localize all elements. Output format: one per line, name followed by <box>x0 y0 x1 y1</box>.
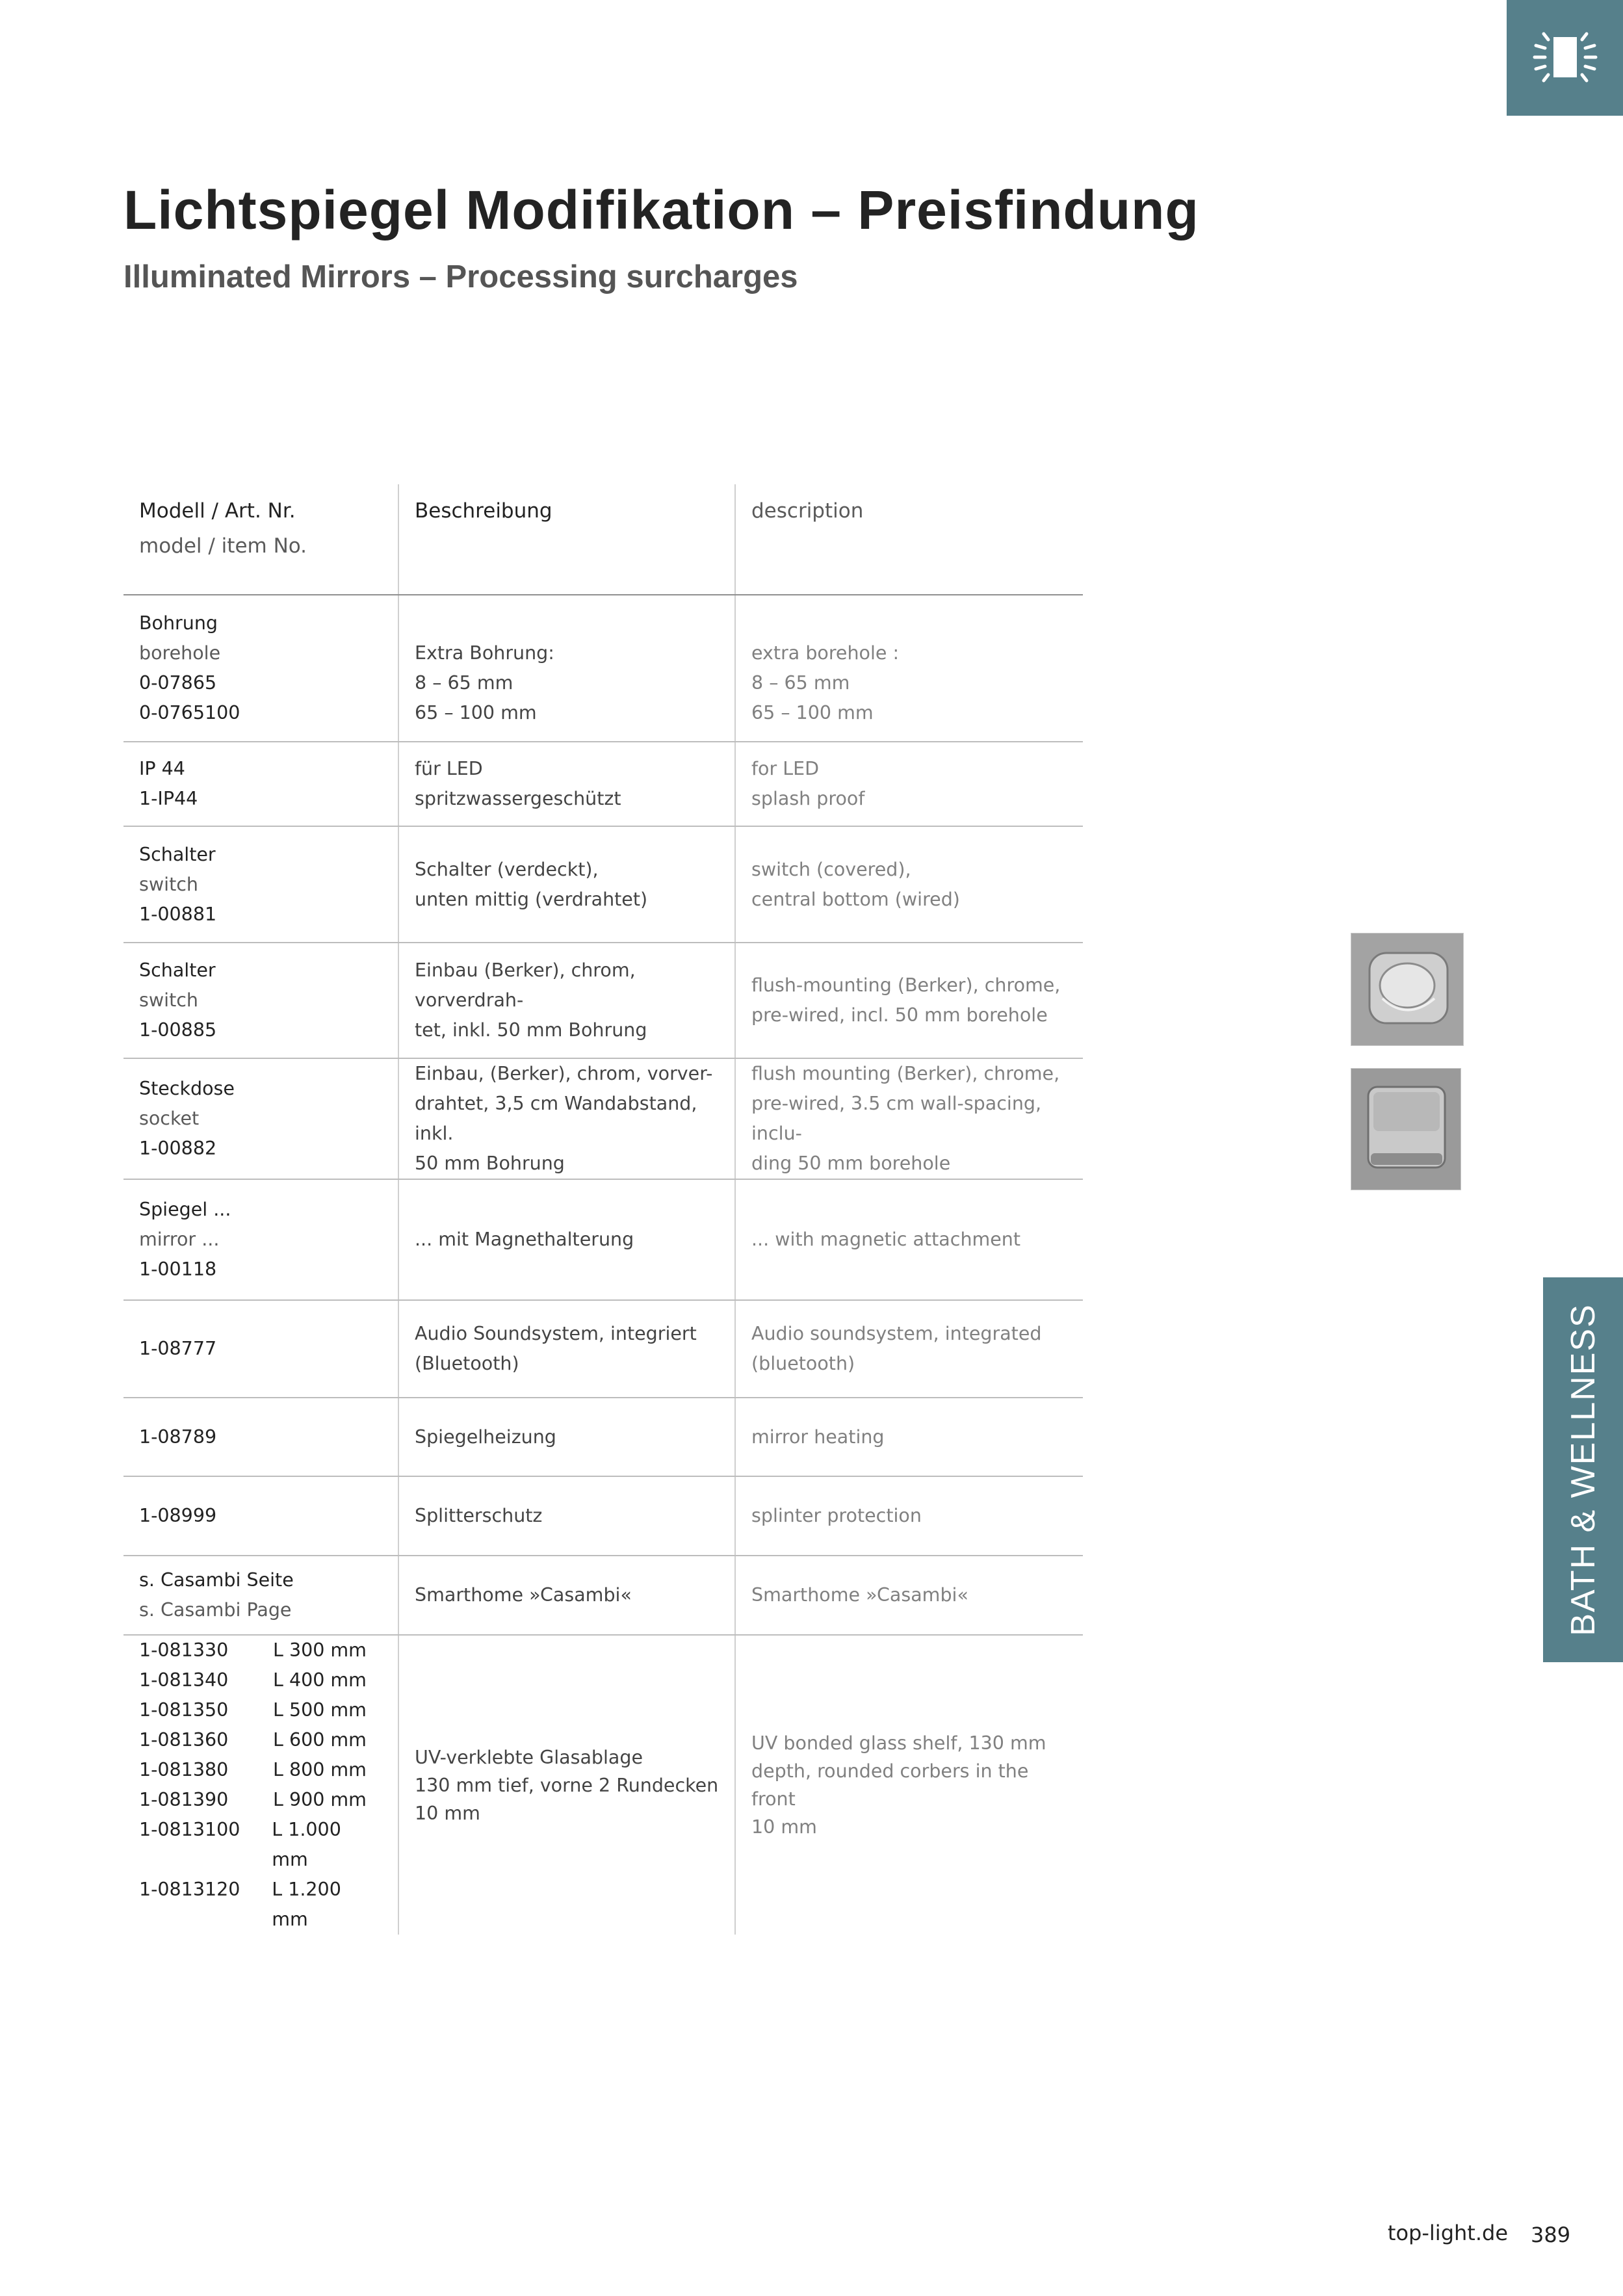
description-de-cell <box>398 1635 735 1935</box>
description-de-cell <box>398 1556 735 1635</box>
description-en-line: Smarthome »Casambi« <box>751 1584 968 1606</box>
socket-photo <box>1351 1068 1461 1190</box>
shelf-item <box>139 1815 382 1875</box>
description-de-line: Smarthome »Casambi« <box>415 1584 632 1606</box>
description-en-cell <box>735 1476 1083 1556</box>
description-de-line: Splitterschutz <box>415 1505 543 1526</box>
shelf-item <box>139 1725 382 1755</box>
model-line: 1-00881 <box>139 903 217 925</box>
description-de-line: spritzwassergeschützt <box>415 788 621 809</box>
model-cell <box>123 826 398 943</box>
table-row <box>123 1300 1083 1398</box>
description-en-cell <box>735 1556 1083 1635</box>
shelf-length: L 800 mm <box>273 1759 367 1781</box>
header-description-en: description <box>751 499 864 523</box>
model-line: switch <box>139 989 198 1011</box>
model-line: Schalter <box>139 843 216 865</box>
description-en-line: mirror heating <box>751 1426 885 1448</box>
description-en-line: pre-wired, 3.5 cm wall-spacing, inclu- <box>751 1093 1042 1144</box>
description-de-line: Einbau, (Berker), chrom, vorver- <box>415 1063 713 1084</box>
description-en-line: UV bonded glass shelf, 130 mm <box>751 1732 1046 1754</box>
model-line: Schalter <box>139 959 216 981</box>
description-de-cell <box>398 943 735 1058</box>
shelf-code: 1-0813100 <box>139 1819 240 1840</box>
description-de-line: Audio Soundsystem, integriert <box>415 1323 697 1344</box>
table-row <box>123 742 1083 826</box>
shelf-code: 1-081360 <box>139 1729 229 1751</box>
description-de-line: tet, inkl. 50 mm Bohrung <box>415 1019 647 1041</box>
page-footer <box>0 2221 1623 2253</box>
model-line: 1-00882 <box>139 1138 217 1159</box>
table-row <box>123 1476 1083 1556</box>
shelf-code: 1-081340 <box>139 1669 229 1691</box>
switch-photo <box>1351 933 1464 1046</box>
shelf-item <box>139 1636 382 1665</box>
header-model-en: model / item No. <box>139 534 307 558</box>
description-de-cell <box>398 1398 735 1476</box>
model-cell <box>123 595 398 742</box>
shelf-code: 1-081390 <box>139 1789 229 1810</box>
description-de-cell <box>398 595 735 742</box>
model-line: switch <box>139 873 198 895</box>
shelf-length: L 600 mm <box>273 1729 367 1751</box>
shelf-item <box>139 1755 382 1785</box>
table-row <box>123 826 1083 943</box>
model-cell <box>123 1398 398 1476</box>
model-line: borehole <box>139 642 221 664</box>
description-de-line: drahtet, 3,5 cm Wandabstand, inkl. <box>415 1093 697 1144</box>
description-en-line: switch (covered), <box>751 858 911 880</box>
table-row <box>123 1058 1083 1179</box>
shelf-code: 1-081330 <box>139 1639 229 1661</box>
model-line: 1-00118 <box>139 1259 217 1280</box>
description-de-line: Spiegelheizung <box>415 1426 556 1448</box>
description-de-line: ... mit Magnethalterung <box>415 1229 634 1250</box>
description-de-line: UV-verklebte Glasablage <box>415 1746 643 1768</box>
description-de-line: 8 – 65 mm <box>415 672 513 694</box>
shelf-length: L 900 mm <box>273 1789 367 1810</box>
description-en-cell <box>735 1179 1083 1300</box>
description-en-line: pre-wired, incl. 50 mm borehole <box>751 1004 1048 1026</box>
description-en-line: depth, rounded corbers in the front <box>751 1760 1029 1810</box>
model-line: IP 44 <box>139 758 185 779</box>
table-row <box>123 1179 1083 1300</box>
description-de-cell <box>398 1300 735 1398</box>
shelf-length: L 500 mm <box>273 1699 367 1721</box>
table-row <box>123 595 1083 742</box>
header-description-de: Beschreibung <box>415 499 552 523</box>
model-line: Spiegel ... <box>139 1199 231 1220</box>
model-cell <box>123 1300 398 1398</box>
model-cell <box>123 1556 398 1635</box>
description-de-cell <box>398 1058 735 1179</box>
description-en-cell <box>735 1300 1083 1398</box>
table-row <box>123 1556 1083 1635</box>
description-en-line: flush-mounting (Berker), chrome, <box>751 974 1061 996</box>
page-subtitle: Illuminated Mirrors – Processing surcharges <box>123 259 798 294</box>
header-model <box>123 484 398 595</box>
header-beschreibung <box>398 484 735 595</box>
description-en-line: for LED <box>751 758 820 779</box>
page-number: 389 <box>1531 2223 1571 2247</box>
description-de-cell <box>398 826 735 943</box>
section-side-tab <box>1543 1277 1623 1662</box>
description-en-line: Audio soundsystem, integrated <box>751 1323 1042 1344</box>
shelf-length: L 1.200 mm <box>272 1879 341 1930</box>
description-en-line: 65 – 100 mm <box>751 702 874 724</box>
description-en-cell <box>735 1398 1083 1476</box>
description-en-line: flush mounting (Berker), chrome, <box>751 1063 1060 1084</box>
model-line: 0-0765100 <box>139 702 240 724</box>
shelf-code: 1-081350 <box>139 1699 229 1721</box>
description-de-line: Schalter (verdeckt), <box>415 858 599 880</box>
description-en-cell <box>735 943 1083 1058</box>
illuminated-mirror-icon <box>1529 22 1601 94</box>
description-en-line: 8 – 65 mm <box>751 672 850 694</box>
model-line: Steckdose <box>139 1078 235 1099</box>
description-de-cell <box>398 1476 735 1556</box>
description-de-line: (Bluetooth) <box>415 1353 519 1374</box>
table-header-row <box>123 484 1083 595</box>
model-line: 0-07865 <box>139 672 217 694</box>
description-en-cell <box>735 1635 1083 1935</box>
description-de-line: unten mittig (verdrahtet) <box>415 888 648 910</box>
header-description <box>735 484 1083 595</box>
description-en-line: ... with magnetic attachment <box>751 1229 1021 1250</box>
corner-category-tab <box>1507 0 1623 116</box>
surcharge-table <box>123 484 1083 1935</box>
shelf-length: L 400 mm <box>273 1669 367 1691</box>
description-de-line: Einbau (Berker), chrom, vorverdrah- <box>415 959 636 1011</box>
model-cell <box>123 1476 398 1556</box>
description-de-line: 50 mm Bohrung <box>415 1153 565 1174</box>
model-line: s. Casambi Seite <box>139 1569 294 1591</box>
header-model-de: Modell / Art. Nr. <box>139 499 296 523</box>
model-cell <box>123 1635 398 1935</box>
description-en-line: ding 50 mm borehole <box>751 1153 951 1174</box>
description-de-cell <box>398 742 735 826</box>
model-cell <box>123 742 398 826</box>
description-de-line: für LED <box>415 758 483 779</box>
description-en-line: extra borehole : <box>751 642 900 664</box>
model-cell <box>123 1179 398 1300</box>
model-line: 1-08999 <box>139 1505 217 1526</box>
page-title: Lichtspiegel Modifikation – Preisfindung <box>123 179 1199 241</box>
table-row <box>123 1398 1083 1476</box>
model-line: socket <box>139 1108 200 1129</box>
shelf-code: 1-0813120 <box>139 1879 240 1900</box>
model-line: 1-08777 <box>139 1338 217 1359</box>
description-de-line: 130 mm tief, vorne 2 Rundecken <box>415 1774 719 1796</box>
model-line: 1-IP44 <box>139 788 198 809</box>
shelf-item <box>139 1785 382 1815</box>
description-de-line: 10 mm <box>415 1802 480 1824</box>
description-en-line: splash proof <box>751 788 865 809</box>
shelf-code: 1-081380 <box>139 1759 229 1781</box>
description-de-cell <box>398 1179 735 1300</box>
model-line: Bohrung <box>139 612 218 634</box>
shelf-length: L 300 mm <box>273 1639 367 1661</box>
shelf-item <box>139 1665 382 1695</box>
shelf-length: L 1.000 mm <box>272 1819 341 1870</box>
model-line: s. Casambi Page <box>139 1599 292 1621</box>
table-row-glass-shelf <box>123 1635 1083 1935</box>
shelf-item <box>139 1875 382 1935</box>
description-en-line: (bluetooth) <box>751 1353 855 1374</box>
description-en-cell <box>735 595 1083 742</box>
description-en-line: splinter protection <box>751 1505 922 1526</box>
footer-website: top-light.de <box>1387 2221 1508 2245</box>
description-en-cell <box>735 742 1083 826</box>
socket-illustration <box>1351 1069 1461 1190</box>
model-line: 1-00885 <box>139 1019 217 1041</box>
table-row <box>123 943 1083 1058</box>
shelf-item <box>139 1695 382 1725</box>
description-en-line: central bottom (wired) <box>751 888 960 910</box>
model-cell <box>123 1058 398 1179</box>
description-en-line: 10 mm <box>751 1816 817 1838</box>
section-side-tab-label: BATH & WELLNESS <box>1564 1303 1602 1636</box>
description-en-cell <box>735 826 1083 943</box>
model-cell <box>123 943 398 1058</box>
model-line: 1-08789 <box>139 1426 217 1448</box>
description-de-line: Extra Bohrung: <box>415 642 554 664</box>
model-line: mirror ... <box>139 1229 220 1250</box>
switch-illustration <box>1351 933 1463 1045</box>
description-en-cell <box>735 1058 1083 1179</box>
description-de-line: 65 – 100 mm <box>415 702 537 724</box>
